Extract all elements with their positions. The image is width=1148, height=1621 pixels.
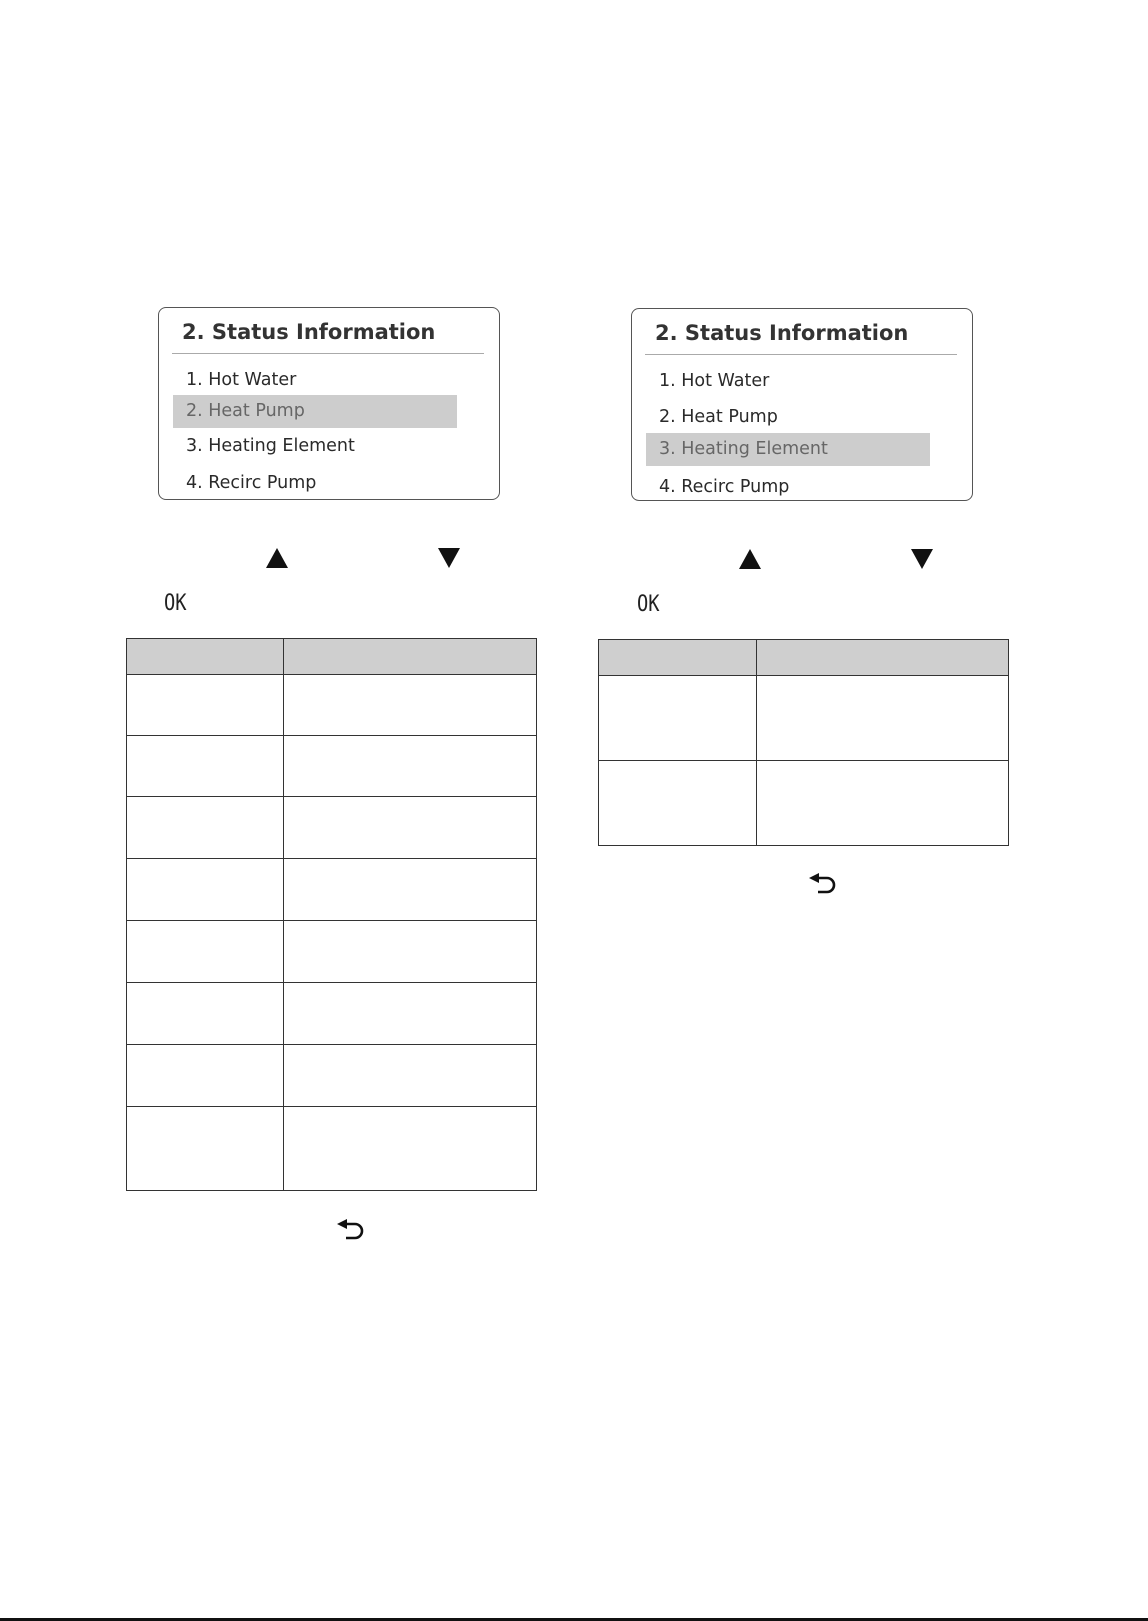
right-up-triangle-icon [739, 549, 761, 569]
left-menu-item-heating-element[interactable]: 3. Heating Element [186, 436, 355, 456]
table-row [127, 736, 537, 797]
left-status-table [126, 638, 537, 1191]
right-menu-item-recirc-pump[interactable]: 4. Recirc Pump [659, 477, 790, 497]
left-ok-label: OK [164, 591, 187, 616]
left-back-arrow-icon [337, 1219, 367, 1241]
table-header-row [127, 639, 537, 675]
table-row [599, 761, 1009, 846]
right-menu-item-hot-water[interactable]: 1. Hot Water [659, 371, 770, 391]
left-menu-item-heat-pump[interactable]: 2. Heat Pump [173, 395, 457, 428]
left-screen-divider [172, 353, 484, 354]
right-down-triangle-icon [911, 549, 933, 569]
table-row [127, 675, 537, 736]
right-status-screen [631, 308, 973, 501]
right-screen-divider [645, 354, 957, 355]
table-header-row [599, 640, 1009, 676]
table-row [127, 983, 537, 1045]
left-screen-title: 2. Status Information [182, 320, 436, 344]
table-row [127, 1107, 537, 1191]
table-row [127, 797, 537, 859]
left-menu-item-recirc-pump[interactable]: 4. Recirc Pump [186, 473, 317, 493]
table-row [127, 859, 537, 921]
right-menu-item-heat-pump[interactable]: 2. Heat Pump [659, 407, 778, 427]
table-row [599, 676, 1009, 761]
right-back-arrow-icon [809, 873, 839, 895]
table-row [127, 1045, 537, 1107]
left-menu-item-hot-water[interactable]: 1. Hot Water [186, 370, 297, 390]
right-menu-item-heating-element[interactable]: 3. Heating Element [646, 433, 930, 466]
left-status-screen [158, 307, 500, 500]
left-up-triangle-icon [266, 548, 288, 568]
right-screen-title: 2. Status Information [655, 321, 909, 345]
right-ok-label: OK [637, 592, 660, 617]
right-status-table [598, 639, 1009, 846]
table-row [127, 921, 537, 983]
left-down-triangle-icon [438, 548, 460, 568]
